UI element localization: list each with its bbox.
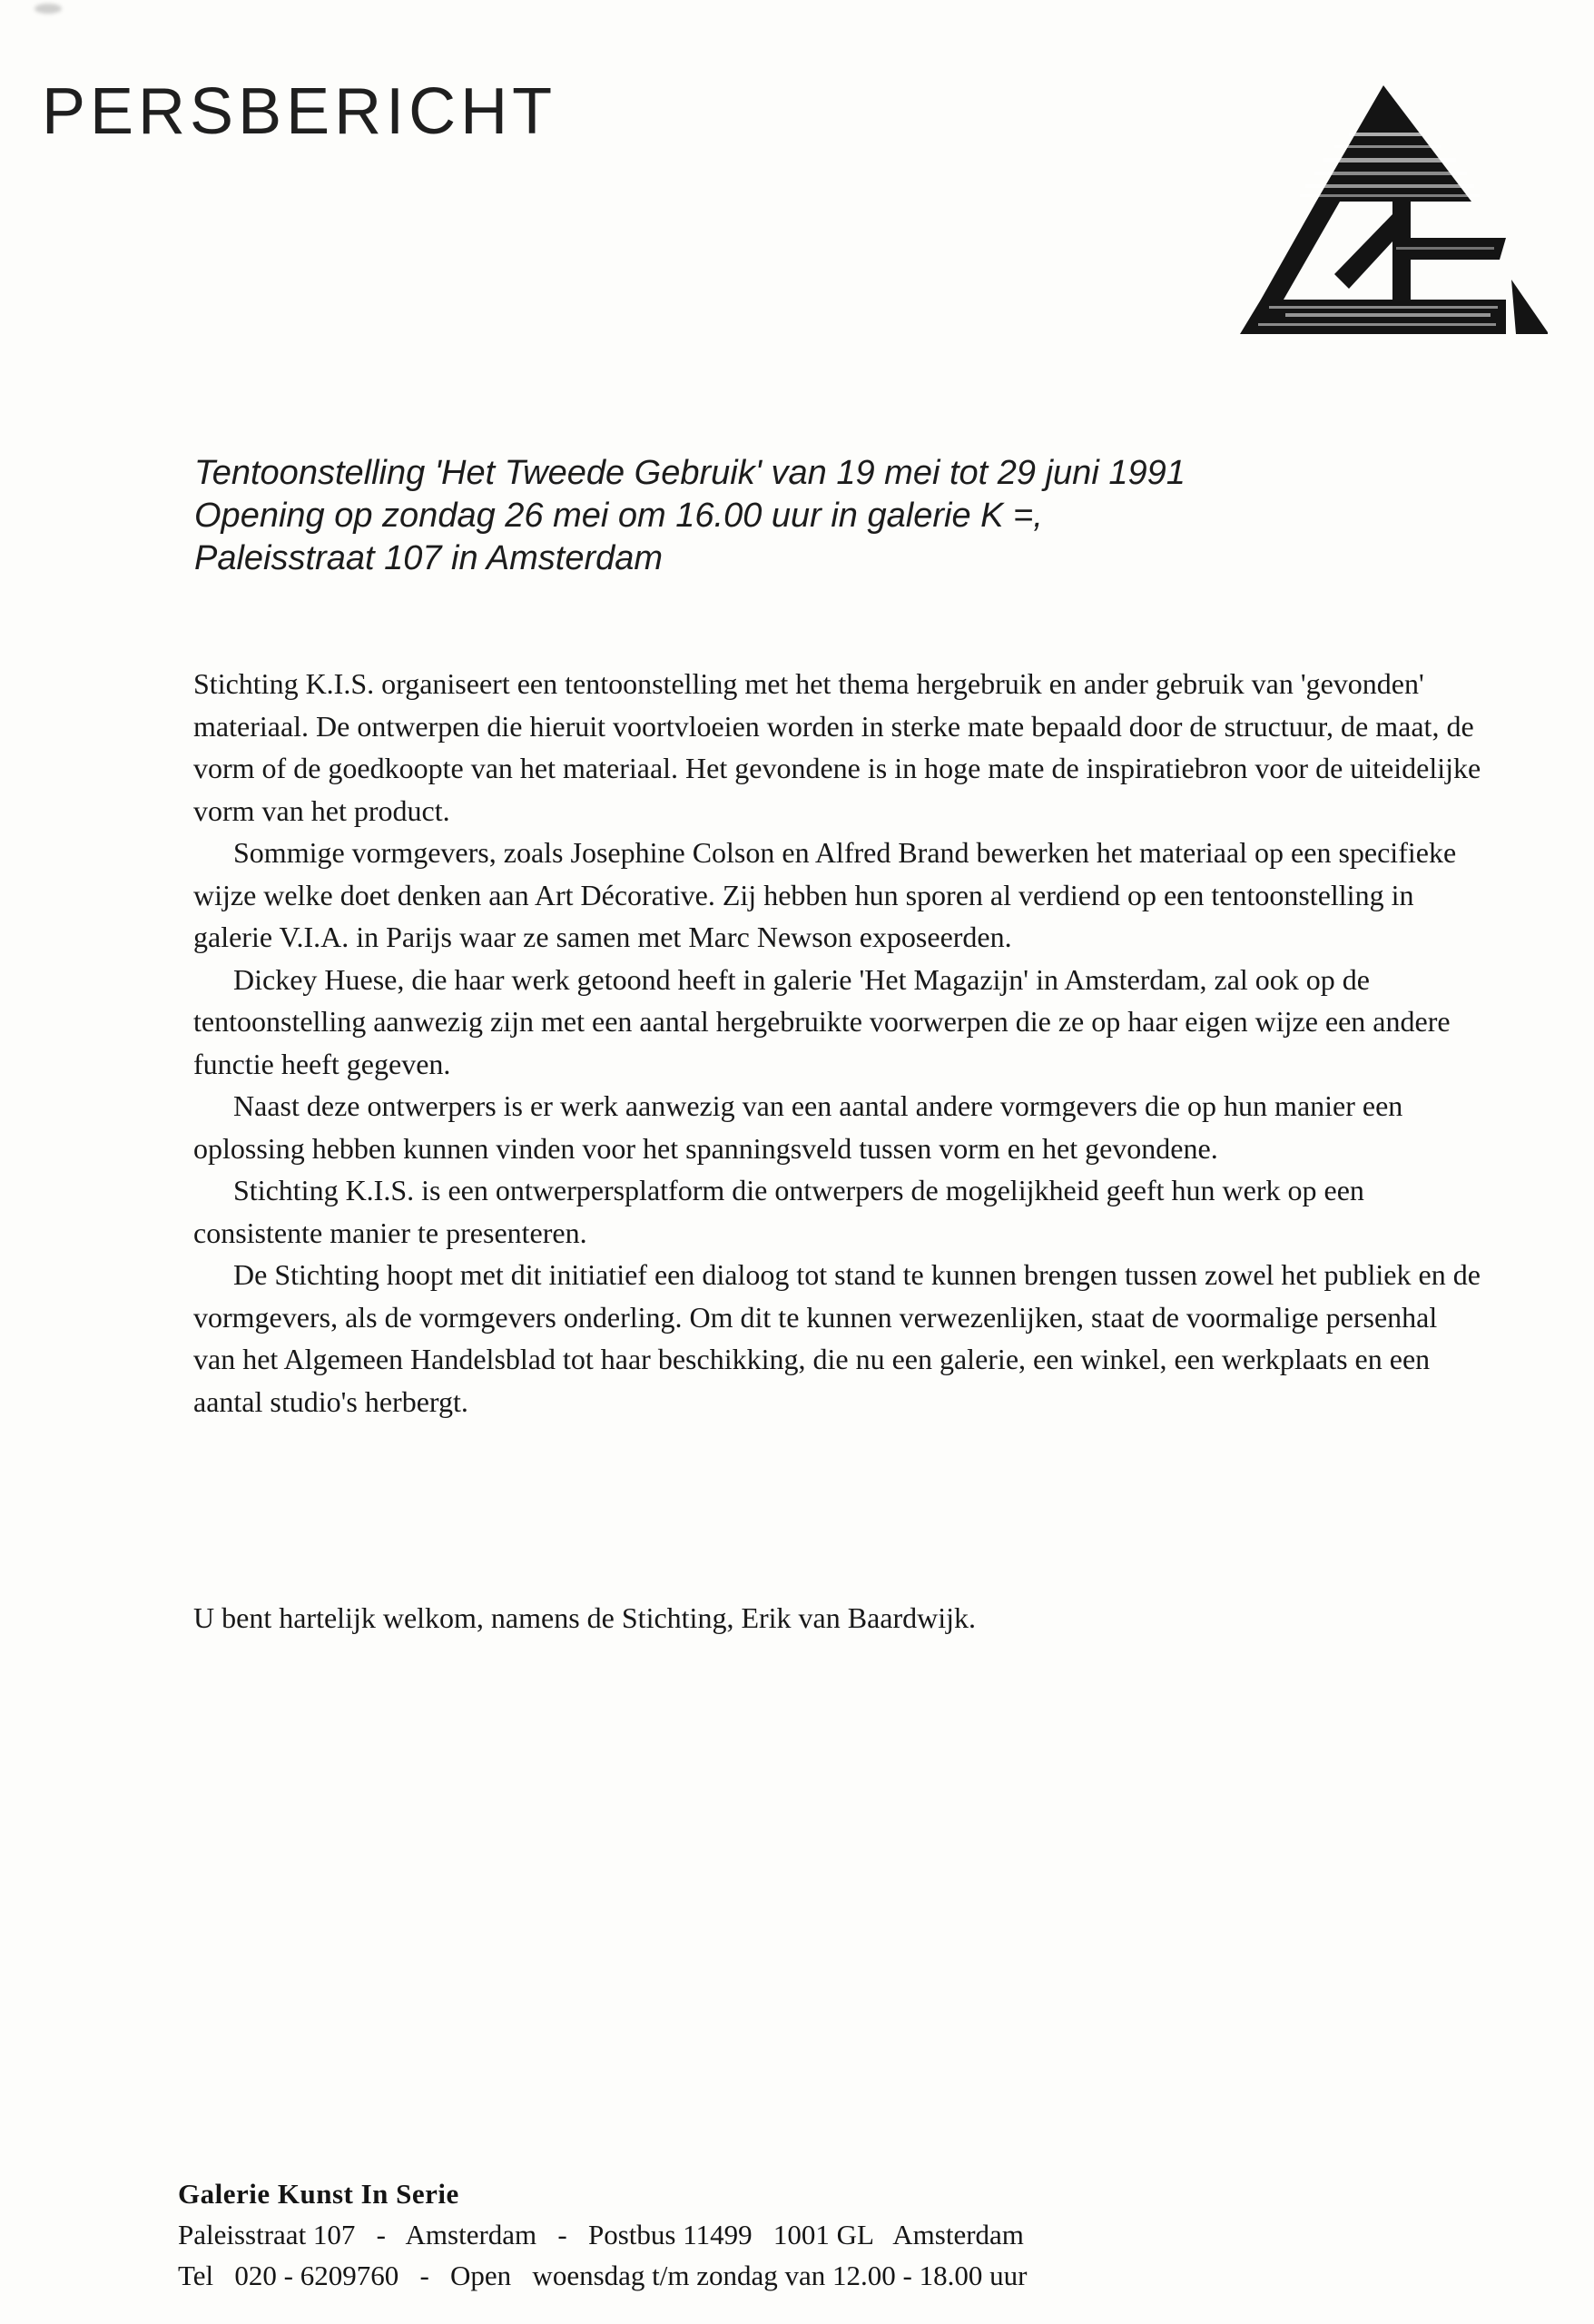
body-paragraph: De Stichting hoopt met dit initiatief een dialoog tot stand te kunnen brengen tussen zowel het publiek en de vormgevers, als de vormgevers onderling. Om dit te kunnen verwezenlijken, staat de voormalige persenhal van het Algemeen Handelsblad tot haar beschikking, die nu een galerie, een winkel, een werkplaats en een aantal studio's herbergt. bbox=[193, 1258, 1481, 1418]
body-paragraph: Dickey Huese, die haar werk getoond heeft in galerie 'Het Magazijn' in Amsterdam, zal ook op de tentoonstelling aanwezig zijn met een aantal hergebruikte voorwerpen die ze op haar eigen wijze een andere functie heeft gegeven. bbox=[193, 962, 1451, 1080]
exhibition-intro bbox=[194, 452, 1186, 580]
intro-line-dates: Tentoonstelling 'Het Tweede Gebruik' van 19 mei tot 29 juni 1991 bbox=[194, 454, 1186, 492]
closing-line: U bent hartelijk welkom, namens de Stichting, Erik van Baardwijk. bbox=[193, 1601, 977, 1634]
press-release-body bbox=[193, 663, 1486, 1423]
footer-organization: Galerie Kunst In Serie bbox=[178, 2178, 459, 2210]
footer-address: Paleisstraat 107 - Amsterdam - Postbus 11499 1001 GL Amsterdam bbox=[178, 2219, 1024, 2250]
intro-line-address: Paleisstraat 107 in Amsterdam bbox=[194, 539, 664, 577]
intro-line-opening: Opening op zondag 26 mei om 16.00 uur in galerie K =, bbox=[194, 497, 1043, 535]
body-paragraph: Stichting K.I.S. is een ontwerpersplatform die ontwerpers de mogelijkheid geeft hun werk op een consistente manier te presenteren. bbox=[193, 1174, 1364, 1249]
body-paragraph: Sommige vormgevers, zoals Josephine Colson en Alfred Brand bewerken het materiaal op een specifieke wijze welke doet denken aan Art Décorative. Zij hebben hun sporen al verdiend op een tentoonstelling in galerie V.I.A. in Parijs waar ze samen met Marc Newson exposeerden. bbox=[193, 836, 1457, 953]
body-paragraph: Stichting K.I.S. organiseert een tentoonstelling met het thema hergebruik en ander gebruik van 'gevonden' materiaal. De ontwerpen die hieruit voortvloeien worden in sterke mate bepaald door de structuur, de maat, de vorm of de goedkoopte van het materiaal. Het gevondene is in hoge mate de inspiratiebron voor de uiteidelijke vorm van het product. bbox=[193, 667, 1481, 827]
letterhead-footer bbox=[178, 2173, 1027, 2296]
scan-smudge bbox=[34, 4, 62, 14]
triangle-ke-logo-icon bbox=[1233, 76, 1550, 341]
body-paragraph: Naast deze ontwerpers is er werk aanwezig van een aantal andere vormgevers die op hun manier een oplossing hebben kunnen vinden voor het spanningsveld tussen vorm en het gevondene. bbox=[193, 1089, 1403, 1165]
press-release-title: PERSBERICHT bbox=[42, 75, 557, 148]
footer-contact: Tel 020 - 6209760 - Open woensdag t/m zondag van 12.00 - 18.00 uur bbox=[178, 2260, 1028, 2291]
